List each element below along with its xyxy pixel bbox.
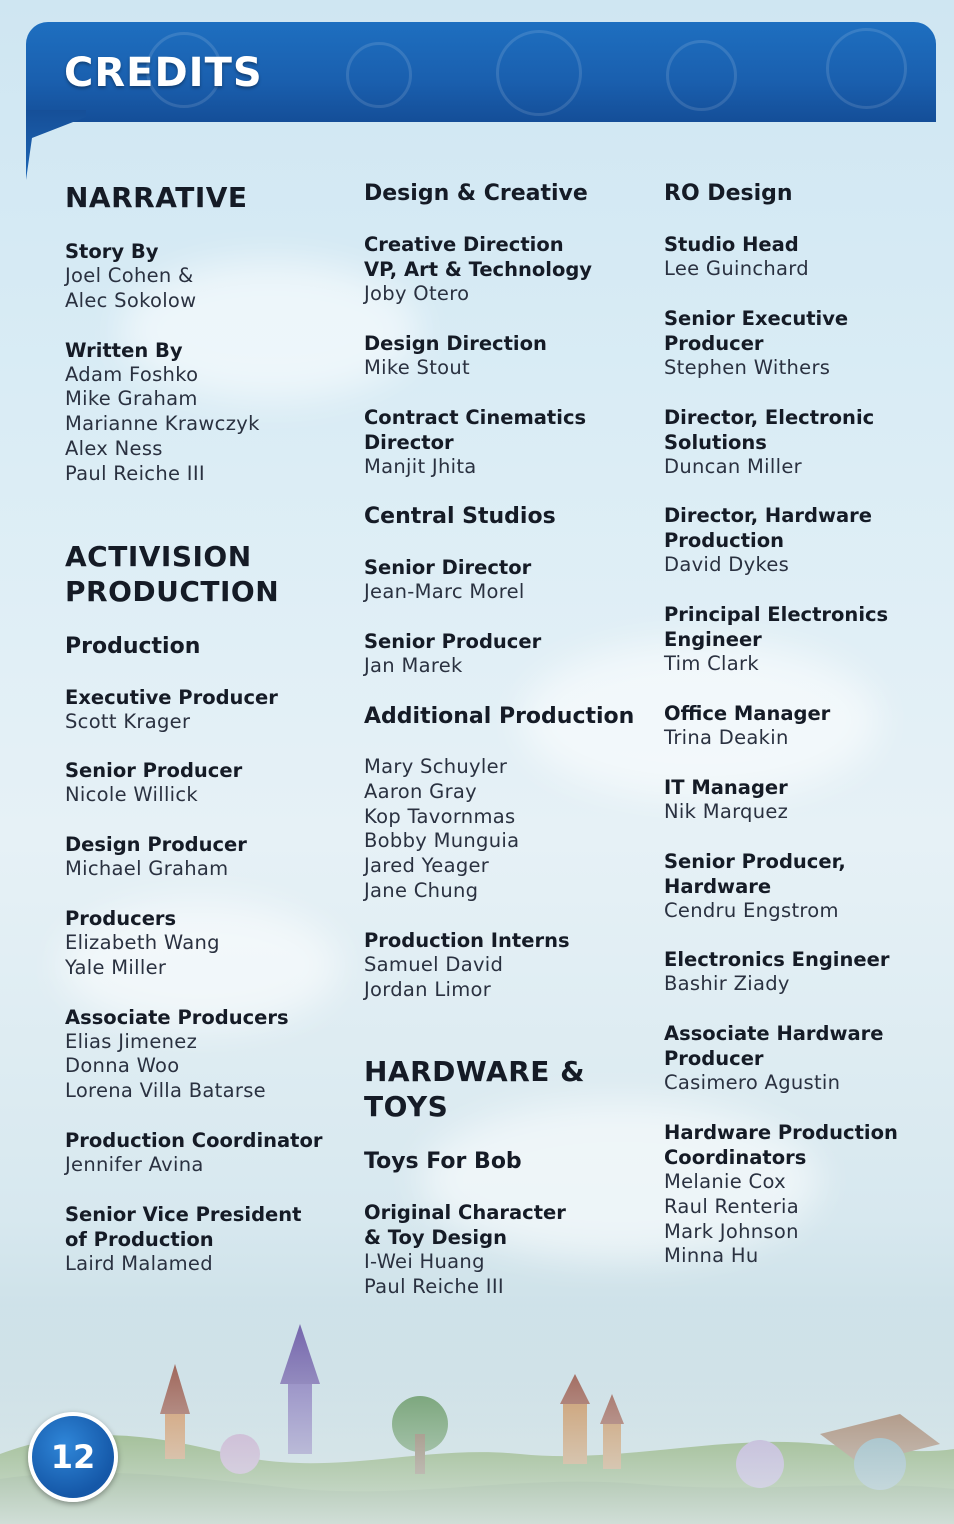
role-title: Production [664, 529, 784, 553]
section-title-line: HARDWARE & [364, 1055, 586, 1089]
credit-name: Samuel David [364, 952, 504, 976]
credit-role [664, 503, 954, 578]
credit-name: Jordan Limor [364, 977, 492, 1001]
credit-role [364, 555, 654, 605]
page-title: CREDITS [64, 50, 263, 96]
sub-title-central: Central Studios [364, 504, 556, 530]
role-title: Studio Head [664, 233, 799, 256]
role-title: Senior Executive [664, 306, 849, 330]
role-title: Senior Producer [65, 759, 243, 783]
credit-role [364, 1200, 654, 1300]
role-title: Associate Producers [65, 1005, 289, 1029]
credit-name: Laird Malamed [65, 1251, 213, 1275]
credit-name: Yale Miller [65, 955, 167, 979]
section-title-narrative: NARRATIVE [65, 181, 248, 214]
role-title: Written By [65, 338, 183, 362]
swirl-pattern [496, 30, 582, 116]
credit-name: Jared Yeager [364, 854, 490, 878]
credits-column-3 [664, 180, 954, 1293]
credit-name: David Dykes [664, 553, 790, 577]
role-title: Design Producer [65, 833, 247, 857]
credit-name: Mark Johnson [664, 1219, 799, 1243]
role-title: Story By [65, 240, 159, 263]
role-title: Production Interns [364, 928, 570, 952]
credit-role [65, 1128, 355, 1178]
credit-name: Tim Clark [664, 652, 759, 676]
role-title: Principal Electronics [664, 603, 889, 627]
swirl-pattern [826, 28, 907, 109]
role-title: IT Manager [664, 775, 788, 799]
credit-role [364, 928, 654, 1003]
page-number-badge [28, 1412, 118, 1502]
role-title: Executive Producer [65, 685, 278, 709]
sub-title-ro-design: RO Design [664, 181, 793, 206]
credit-name: Cendru Engstrom [664, 898, 839, 922]
role-title: Producer [664, 331, 764, 355]
role-title: Director, Electronic [664, 405, 875, 429]
credit-name: I-Wei Huang [364, 1250, 485, 1274]
credit-name: Alex Ness [65, 436, 163, 460]
swirl-pattern [346, 42, 412, 108]
credit-name: Trina Deakin [664, 725, 789, 749]
credit-role [664, 701, 954, 751]
role-title: VP, Art & Technology [364, 258, 593, 281]
credit-name: Raul Renteria [664, 1194, 800, 1218]
credit-name: Kop Tavornmas [364, 804, 516, 828]
role-title: Production Coordinator [65, 1128, 323, 1152]
credit-name: Jean-Marc Morel [364, 580, 525, 604]
credit-role [664, 775, 954, 825]
swirl-pattern [666, 40, 737, 111]
credit-name: Nicole Willick [65, 783, 199, 807]
role-title: Office Manager [664, 701, 831, 725]
role-title: Contract Cinematics [364, 405, 587, 429]
credit-name: Donna Woo [65, 1054, 180, 1078]
section-title-line: ACTIVISION [65, 539, 252, 573]
credit-role [65, 832, 355, 882]
credit-name: Adam Foshko [65, 362, 199, 386]
credits-column-2 [364, 180, 654, 1324]
credit-name: Lorena Villa Batarse [65, 1079, 266, 1103]
role-title: Hardware Production [664, 1120, 898, 1144]
section-title-line: TOYS [364, 1090, 449, 1124]
role-title: Solutions [664, 430, 767, 454]
role-title: Associate Hardware [664, 1022, 884, 1046]
credit-name: Duncan Miller [664, 454, 802, 478]
credit-role [664, 405, 954, 480]
credit-name: Jan Marek [364, 654, 463, 678]
role-title: Electronics Engineer [664, 948, 890, 972]
section-title-hardware [364, 1054, 654, 1124]
role-title: Senior Director [364, 556, 532, 580]
role-title: Producer [664, 1047, 764, 1071]
credits-column-1 [65, 180, 355, 1301]
credit-role [65, 758, 355, 808]
credit-name: Nik Marquez [664, 799, 789, 823]
role-title: Coordinators [664, 1145, 807, 1169]
credit-name: Bobby Munguia [364, 829, 520, 853]
credit-role [364, 405, 654, 480]
credit-name: Elias Jimenez [65, 1029, 198, 1053]
role-title: Producers [65, 906, 177, 930]
role-title: Original Character [364, 1201, 566, 1225]
credit-role [664, 306, 954, 381]
credit-role [664, 1021, 954, 1096]
role-title: & Toy Design [364, 1226, 507, 1250]
credit-name: Stephen Withers [664, 355, 831, 379]
page-number: 12 [50, 1438, 96, 1476]
credit-name: Mary Schuyler [364, 754, 508, 778]
credit-name: Paul Reiche III [65, 461, 205, 485]
credit-role [364, 629, 654, 679]
role-title: Director, Hardware [664, 504, 873, 528]
role-title: Engineer [664, 628, 762, 652]
banner-tail [26, 110, 86, 180]
sub-title-toys-for-bob: Toys For Bob [364, 1149, 522, 1175]
credit-name: Marianne Krawczyk [65, 412, 260, 436]
role-title: Senior Producer [364, 630, 542, 654]
sub-title-design: Design & Creative [364, 181, 588, 206]
credit-name: Manjit Jhita [364, 454, 477, 478]
credit-name: Lee Guinchard [664, 257, 809, 280]
credit-name: Mike Stout [364, 355, 470, 379]
role-title: Design Direction [364, 331, 547, 355]
role-title: Director [364, 430, 454, 454]
credit-role [664, 232, 954, 282]
sub-title-production: Production [65, 633, 201, 659]
credit-role [664, 849, 954, 924]
role-title: Creative Direction [364, 233, 564, 256]
credit-role [65, 906, 355, 981]
section-title-activision [65, 539, 355, 609]
role-title: of Production [65, 1227, 214, 1251]
section-title-line: PRODUCTION [65, 574, 280, 608]
credit-name: Jennifer Avina [65, 1152, 204, 1176]
credit-name: Bashir Ziady [664, 972, 790, 996]
credit-name: Minna Hu [664, 1244, 759, 1268]
fantasy-landscape-illustration [0, 1304, 954, 1524]
credit-name: Michael Graham [65, 857, 229, 881]
credit-role [65, 338, 355, 487]
credit-name: Paul Reiche III [364, 1275, 504, 1299]
credit-role [65, 239, 355, 314]
credit-name: Joel Cohen & [65, 264, 194, 287]
role-title: Hardware [664, 874, 772, 898]
credit-role [65, 685, 355, 735]
credit-role [664, 947, 954, 997]
sub-title-additional: Additional Production [364, 703, 635, 729]
credit-name: Elizabeth Wang [65, 930, 220, 954]
credit-role [65, 1005, 355, 1104]
credit-name: Alec Sokolow [65, 288, 197, 312]
credit-name: Mike Graham [65, 387, 198, 411]
credit-name: Jane Chung [364, 878, 479, 902]
role-title: Senior Vice President [65, 1202, 302, 1226]
credit-role [364, 331, 654, 381]
credit-role [364, 232, 654, 307]
credit-role [364, 755, 654, 904]
credit-name: Casimero Agustin [664, 1071, 841, 1095]
credit-name: Joby Otero [364, 282, 470, 305]
credit-role [664, 602, 954, 677]
credit-role [664, 1120, 954, 1269]
credit-role [65, 1202, 355, 1277]
credit-name: Melanie Cox [664, 1169, 786, 1193]
credit-name: Scott Krager [65, 709, 191, 733]
credit-name: Aaron Gray [364, 779, 477, 803]
role-title: Senior Producer, [664, 849, 846, 873]
